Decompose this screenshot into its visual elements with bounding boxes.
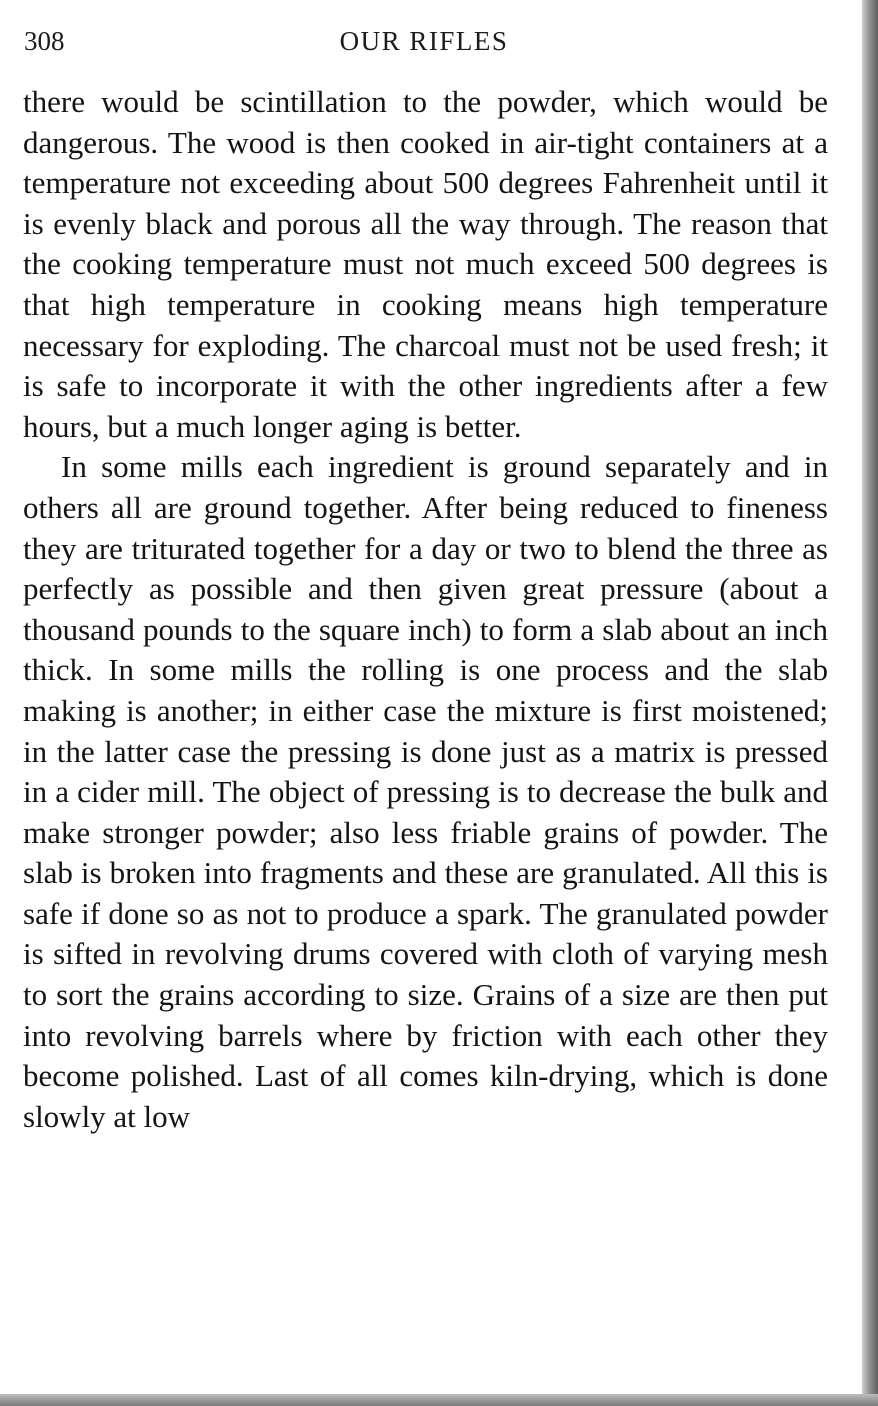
- page-header: [24, 22, 824, 62]
- paragraph: In some mills each ingredient is ground separately and in others all are ground together. After being reduced to fineness they are triturated together for a day or two to blend the three as perfectly as possible and then given great pressure (about a thousand pounds to the square inch) to form a slab about an inch thick. In some mills the rolling is one process and the slab making is another; in either case the mixture is first moistened; in the latter case the pressing is done just as a matrix is pressed in a cider mill. The object of pressing is to decrease the bulk and make stronger powder; also less friable grains of powder. The slab is broken into fragments and these are granulated. All this is safe if done so as not to produce a spark. The granulated powder is sifted in revolving drums covered with cloth of varying mesh to sort the grains according to size. Grains of a size are then put into revolving barrels where by friction with each other they become polished. Last of all comes kiln-drying, which is done slowly at low: [23, 449, 828, 1134]
- body-text: [23, 82, 828, 1137]
- page-edge-shadow-bottom: [0, 1394, 878, 1406]
- paragraph-continued: there would be scintillation to the powder, which would be dangerous. The wood is then cooked in air-tight containers at a temperature not exceeding about 500 degrees Fahrenheit until it is evenly black and porous all the way through. The reason that the cooking temperature must not much exceed 500 degrees is that high temperature in cooking means high temperature necessary for exploding. The charcoal must not be used fresh; it is safe to incorporate it with the other ingredients after a few hours, but a much longer aging is better.: [23, 84, 828, 444]
- page-number: 308: [24, 26, 65, 56]
- page-edge-shadow-right: [862, 0, 878, 1406]
- running-head: OUR RIFLES: [339, 26, 509, 56]
